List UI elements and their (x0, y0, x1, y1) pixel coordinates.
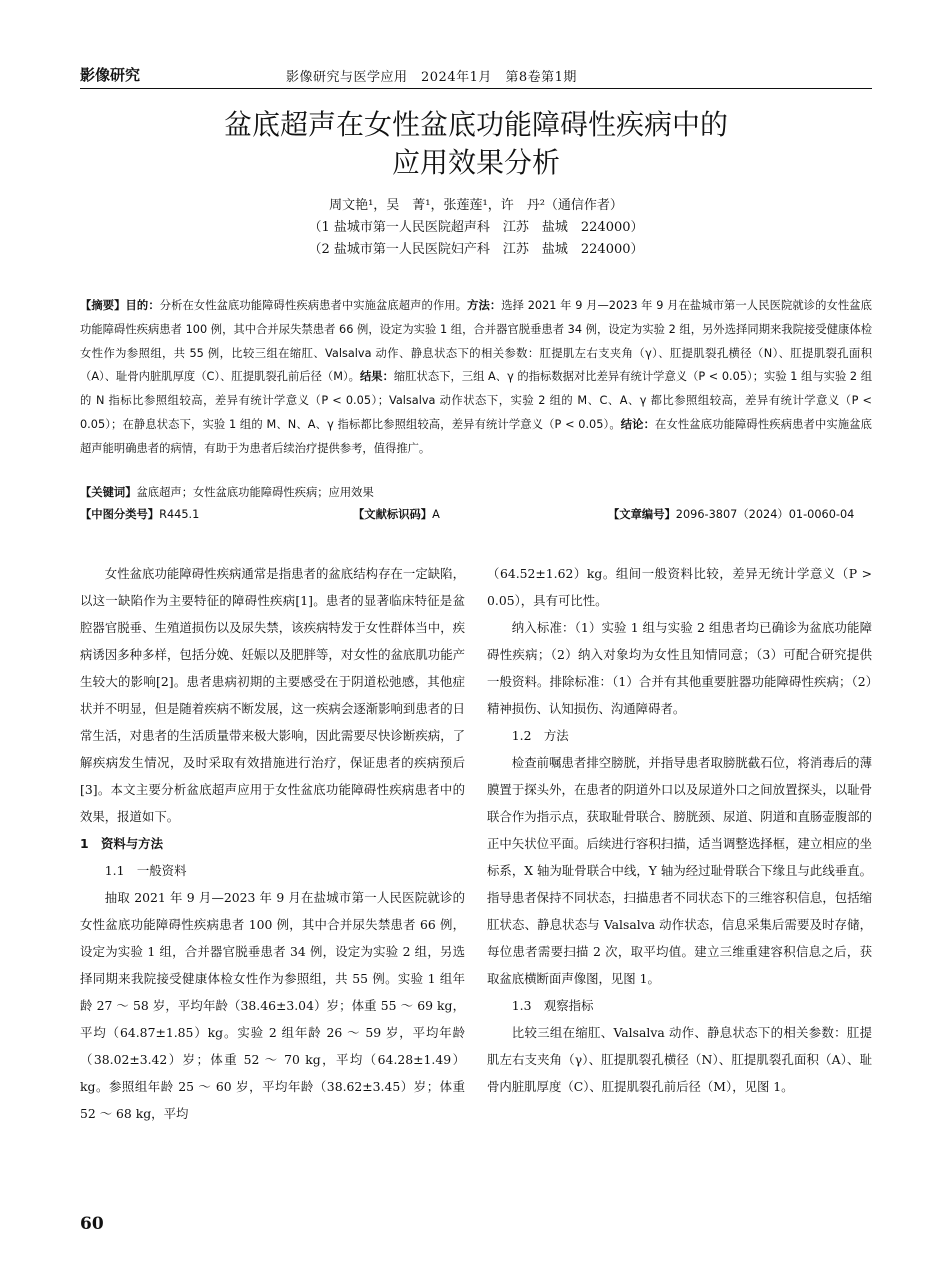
abstract-label: 【摘要】 (80, 299, 126, 312)
journal-running-head: 影像研究与医学应用 2024年1月 第8卷第1期 (286, 70, 577, 85)
article-number-value: 2096-3807（2024）01-0060-04 (675, 508, 855, 521)
subsection-heading-1-2: 1.2 方法 (511, 728, 569, 743)
right-column (487, 560, 872, 1100)
abstract (80, 294, 872, 461)
keywords-label: 【关键词】 (80, 486, 137, 499)
general-data-paragraph: 抽取 2021 年 9 月—2023 年 9 月在盐城市第一人民医院就诊的女性盆底功能障碍性疾病患者 100 例，其中合并尿失禁患者 66 例，设定为实验 1 组，合并器官脱垂患者 34 例，设定为实验 2 组，另选择同期来我院接受健康体检女性作为参照组，共 55 例。实验 1 组年龄 27 ～ 58 岁，平均年龄（38.46±3.04）岁；体重 55 ～ 69 kg，平均（64.87±1.85）kg。实验 2 组年龄 26 ～ 59 岁，平均年龄（38.02±3.42）岁；体重 52 ～ 70 kg，平均（64.28±1.49）kg。参照组年龄 25 ～ 60 岁，平均年龄（38.62±3.45）岁；体重 52 ～ 68 kg，平均 (80, 890, 465, 1121)
method-text: 选择 2021 年 9 月—2023 年 9 月在盐城市第一人民医院就诊的女性盆底功能障碍性疾病患者 100 例，其中合并尿失禁患者 66 例，设定为实验 1 组，合并器官脱垂患者 34 例，设定为实验 2 组，另外选择同期来我院接受健康体检女性作为参照组，共 55 例，比较三组在缩肛、Valsalva 动作、静息状态下的相关参数：肛提肌左右支夹角（γ）、肛提肌裂孔横径（N）、肛提肌裂孔面积（A）、耻骨内脏肌厚度（C）、肛提肌裂孔前后径（M）。 (80, 299, 872, 384)
keywords (80, 481, 872, 504)
document-code-value: A (432, 508, 440, 521)
document-code-label: 【文献标识码】 (353, 508, 433, 521)
affiliation-2: （2 盐城市第一人民医院妇产科 江苏 盐城 224000） (308, 242, 644, 257)
left-column (80, 560, 465, 1127)
method-label: 方法： (467, 299, 502, 312)
observation-paragraph: 比较三组在缩肛、Valsalva 动作、静息状态下的相关参数：肛提肌左右支夹角（γ）、肛提肌裂孔横径（N）、肛提肌裂孔面积（A）、耻骨内脏肌厚度（C）、肛提肌裂孔前后径（M），见图 1。 (487, 1025, 872, 1094)
subsection-heading-1-3: 1.3 观察指标 (511, 998, 594, 1013)
subsection-heading-1-1: 1.1 一般资料 (104, 863, 187, 878)
article-number (608, 505, 854, 525)
method-paragraph: 检查前嘱患者排空膀胱，并指导患者取膀胱截石位，将消毒后的薄膜置于探头外，在患者的阴道外口以及尿道外口之间放置探头，以耻骨联合作为指示点，获取耻骨联合、膀胱颈、尿道、阴道和直肠壶腹部的正中矢状位平面。后续进行容积扫描，适当调整选择框，建立相应的坐标系，X 轴为耻骨联合中线，Y 轴为经过耻骨联合下缘且与此线垂直。指导患者保持不同状态，扫描患者不同状态下的三维容积信息，包括缩肛状态、静息状态与 Valsalva 动作状态，信息采集后需要及时存储，每位患者需要扫描 2 次，取平均值。建立三维重建容积信息之后，获取盆底横断面声像图，见图 1。 (487, 755, 872, 986)
clc-number (80, 505, 199, 525)
article-title (80, 106, 872, 182)
objective-label: 目的： (125, 299, 160, 312)
clc-label: 【中图分类号】 (80, 508, 160, 521)
clc-value: R445.1 (159, 508, 200, 521)
result-label: 结果： (359, 370, 394, 384)
keywords-text: 盆底超声；女性盆底功能障碍性疾病；应用效果 (136, 486, 374, 499)
document-code (353, 505, 440, 525)
section-label: 影像研究 (80, 66, 141, 84)
section-heading-1: 1 资料与方法 (80, 836, 163, 851)
header-rule (80, 88, 872, 89)
title-line-2: 应用效果分析 (391, 146, 560, 179)
general-data-continued: （64.52±1.62）kg。组间一般资料比较，差异无统计学意义（P > 0.05），具有可比性。 (487, 566, 872, 608)
objective-text: 分析在女性盆底功能障碍性疾病患者中实施盆底超声的作用。 (159, 299, 468, 312)
affiliation-1: （1 盐城市第一人民医院超声科 江苏 盐城 224000） (308, 220, 644, 235)
conclusion-label: 结论： (620, 417, 656, 431)
author-names: 周文艳¹，吴 菁¹，张莲莲¹，许 丹²（通信作者） (329, 198, 623, 213)
title-line-1: 盆底超声在女性盆底功能障碍性疾病中的 (223, 108, 728, 141)
author-block (80, 195, 872, 261)
criteria-paragraph: 纳入标准：（1）实验 1 组与实验 2 组患者均已确诊为盆底功能障碍性疾病；（2）纳入对象均为女性且知情同意；（3）可配合研究提供一般资料。排除标准：（1）合并有其他重要脏器功能障碍性疾病；（2）精神损伤、认知损伤、沟通障碍者。 (487, 620, 872, 716)
page-number: 60 (80, 1214, 104, 1234)
result-text: 缩肛状态下，三组 A、γ 的指标数据对比差异有统计学意义（P < 0.05）；实验 1 组与实验 2 组的 N 指标比参照组较高，差异有统计学意义（P < 0.05）；Valsalva 动作状态下，实验 2 组的 M、C、A、γ 都比参照组较高，差异有统计学意义（P < 0.05）；在静息状态下，实验 1 组的 M、N、A、γ 指标都比参照组较高，差异有统计学意义（P < 0.05）。 (80, 370, 872, 431)
article-number-label: 【文章编号】 (608, 508, 676, 521)
conclusion-text: 在女性盆底功能障碍性疾病患者中实施盆底超声能明确患者的病情，有助于为患者后续治疗提供参考，值得推广。 (80, 417, 872, 455)
intro-paragraph: 女性盆底功能障碍性疾病通常是指患者的盆底结构存在一定缺陷，以这一缺陷作为主要特征的障碍性疾病[1]。患者的显著临床特征是盆腔器官脱垂、生殖道损伤以及尿失禁，该疾病特发于女性群体当中，疾病诱因多种多样，包括分娩、妊娠以及肥胖等，对女性的盆底肌功能产生较大的影响[2]。患者患病初期的主要感受在于阴道松弛感，其他症状并不明显，但是随着疾病不断发展，这一疾病会逐渐影响到患者的日常生活，对患者的生活质量带来极大影响，因此需要尽快诊断疾病，了解疾病发生情况，及时采取有效措施进行治疗，保证患者的疾病预后[3]。本文主要分析盆底超声应用于女性盆底功能障碍性疾病患者中的效果，报道如下。 (80, 566, 465, 824)
